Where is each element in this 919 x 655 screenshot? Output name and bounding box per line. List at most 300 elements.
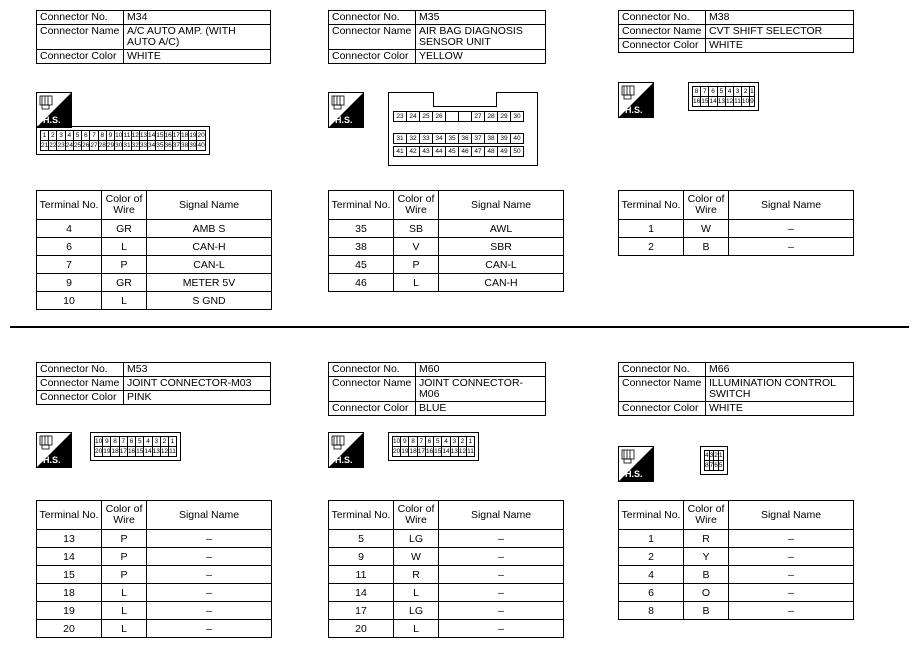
- signal-name: –: [147, 530, 272, 548]
- connector-name-value: JOINT CONNECTOR-M06: [416, 377, 546, 402]
- terminal-no: 20: [37, 620, 102, 638]
- pin-cell: 31: [394, 134, 407, 144]
- wire-color: P: [102, 530, 147, 548]
- pin-cell: 30: [115, 142, 123, 149]
- label-connector-color: Connector Color: [37, 50, 124, 64]
- header-signal-name: Signal Name: [439, 501, 564, 530]
- pin-cell: 17: [417, 448, 425, 455]
- table-row: [37, 584, 272, 602]
- pin-cell: 49: [498, 147, 511, 157]
- signal-name: –: [439, 530, 564, 548]
- signal-name: –: [729, 602, 854, 620]
- table-row: [37, 274, 272, 292]
- signal-name: CAN-H: [147, 238, 272, 256]
- pin-cell: 18: [409, 448, 417, 455]
- pin-cell: 3: [57, 131, 65, 141]
- signal-name: –: [439, 548, 564, 566]
- section-divider: [10, 326, 909, 328]
- connector-no-value: M35: [416, 11, 546, 25]
- header-color-of-wire: Color of Wire: [684, 501, 729, 530]
- signal-name: –: [729, 220, 854, 238]
- pin-cell: 1: [750, 88, 754, 95]
- pin-cell: 19: [401, 448, 409, 455]
- terminal-no: 14: [37, 548, 102, 566]
- table-row: [329, 602, 564, 620]
- pin-cell: 40: [511, 134, 524, 144]
- signal-name: –: [439, 620, 564, 638]
- terminal-no: 6: [619, 584, 684, 602]
- table-row: [619, 602, 854, 620]
- pin-cell: 34: [148, 142, 156, 149]
- signal-name: –: [147, 584, 272, 602]
- pin-cell: 31: [123, 142, 131, 149]
- pin-cell: 2: [714, 452, 718, 459]
- wire-color: B: [684, 566, 729, 584]
- wire-color: R: [684, 530, 729, 548]
- pin-cell: 19: [103, 448, 111, 455]
- pin-cell: 2: [458, 437, 466, 447]
- table-row: [37, 238, 272, 256]
- pin-cell: 29: [106, 142, 115, 149]
- connector-color-value: WHITE: [124, 50, 271, 64]
- terminal-table: [328, 500, 564, 638]
- table-row: [37, 220, 272, 238]
- pin-cell: 30: [511, 112, 524, 122]
- terminal-no: 17: [329, 602, 394, 620]
- table-row: [329, 548, 564, 566]
- connector-color-value: PINK: [124, 391, 271, 405]
- signal-name: CAN-L: [147, 256, 272, 274]
- pin-cell: 3: [734, 87, 742, 97]
- wire-color: B: [684, 238, 729, 256]
- terminal-no: 14: [329, 584, 394, 602]
- pin-cell: 28: [98, 142, 106, 149]
- pin-cell: 23: [394, 112, 407, 122]
- connector-face-diagram: [388, 432, 479, 461]
- wire-color: B: [684, 602, 729, 620]
- pin-cell: 3: [450, 437, 458, 447]
- harness-side-icon: [36, 432, 72, 468]
- connector-name-value: A/C AUTO AMP. (WITH AUTO A/C): [124, 25, 271, 50]
- terminal-table: [618, 500, 854, 620]
- label-connector-name: Connector Name: [37, 25, 124, 50]
- pin-cell: 5: [717, 87, 725, 97]
- svg-text:H.S.: H.S.: [335, 455, 353, 465]
- label-connector-color: Connector Color: [329, 50, 416, 64]
- connector-name-value: JOINT CONNECTOR-M03: [124, 377, 271, 391]
- pin-cell: 13: [139, 132, 148, 139]
- wire-color: L: [394, 584, 439, 602]
- pin-cell: 25: [73, 142, 82, 149]
- wire-color: P: [102, 548, 147, 566]
- pin-cell: 10: [95, 438, 103, 445]
- pin-cell: 8: [111, 437, 119, 447]
- pin-cell: 2: [49, 131, 57, 141]
- table-row: [37, 566, 272, 584]
- pin-cell: 16: [425, 448, 434, 455]
- table-row: [37, 620, 272, 638]
- terminal-table: [36, 500, 272, 638]
- table-row: [619, 530, 854, 548]
- pin-cell: 15: [434, 448, 442, 455]
- header-terminal-no: Terminal No.: [37, 501, 102, 530]
- connector-no-value: M34: [124, 11, 271, 25]
- table-row: [329, 584, 564, 602]
- pin-cell: 8: [693, 87, 701, 97]
- pin-cell: 27: [90, 142, 98, 149]
- wire-color: L: [102, 238, 147, 256]
- pin-cell: 20: [197, 132, 205, 139]
- table-row: [329, 566, 564, 584]
- terminal-no: 4: [37, 220, 102, 238]
- pin-cell: 11: [169, 448, 176, 455]
- wire-color: O: [684, 584, 729, 602]
- terminal-no: 11: [329, 566, 394, 584]
- wire-color: P: [394, 256, 439, 274]
- pin-cell: 14: [442, 448, 450, 455]
- table-row: [619, 584, 854, 602]
- pin-cell: 39: [498, 134, 511, 144]
- terminal-no: 13: [37, 530, 102, 548]
- pin-cell: 28: [485, 112, 498, 122]
- table-row: [329, 238, 564, 256]
- pin-cell: 5: [73, 131, 81, 141]
- table-row: [329, 530, 564, 548]
- pin-cell: 24: [65, 142, 73, 149]
- pin-cell: 20: [95, 448, 103, 455]
- harness-side-icon: [618, 82, 654, 118]
- pin-cell: 10: [115, 132, 123, 139]
- terminal-no: 19: [37, 602, 102, 620]
- pin-cell: 4: [144, 437, 152, 447]
- header-terminal-no: Terminal No.: [329, 191, 394, 220]
- table-row: [37, 530, 272, 548]
- pin-cell: 43: [420, 147, 433, 157]
- signal-name: –: [439, 584, 564, 602]
- terminal-no: 2: [619, 548, 684, 566]
- pin-cell: 1: [41, 131, 49, 141]
- wire-color: LG: [394, 602, 439, 620]
- pin-cell: 11: [123, 132, 131, 139]
- pin-cell: 18: [180, 132, 189, 139]
- connector-info-table: [328, 362, 546, 416]
- pin-cell: 2: [160, 437, 168, 447]
- terminal-no: 7: [37, 256, 102, 274]
- terminal-no: 10: [37, 292, 102, 310]
- pin-cell: 33: [139, 142, 148, 149]
- pin-cell: 11: [734, 98, 741, 105]
- harness-side-icon: [328, 92, 364, 128]
- terminal-no: 38: [329, 238, 394, 256]
- pin-cell: 24: [407, 112, 420, 122]
- pin-cell: 14: [148, 132, 156, 139]
- svg-text:H.S.: H.S.: [43, 455, 61, 465]
- pin-cell: 21: [41, 142, 49, 149]
- terminal-no: 2: [619, 238, 684, 256]
- connector-name-value: AIR BAG DIAGNOSIS SENSOR UNIT: [416, 25, 546, 50]
- pin-cell: 34: [433, 134, 446, 144]
- terminal-no: 6: [37, 238, 102, 256]
- terminal-no: 15: [37, 566, 102, 584]
- terminal-table: [36, 190, 272, 310]
- connector-no-value: M38: [706, 11, 854, 25]
- terminal-no: 1: [619, 530, 684, 548]
- header-signal-name: Signal Name: [439, 191, 564, 220]
- connector-name-value: CVT SHIFT SELECTOR: [706, 25, 854, 39]
- wire-color: GR: [102, 220, 147, 238]
- connector-info-table: [618, 362, 854, 416]
- pin-cell: 32: [407, 134, 420, 144]
- terminal-no: 8: [619, 602, 684, 620]
- pin-cell: 13: [717, 98, 725, 105]
- terminal-no: 5: [329, 530, 394, 548]
- connector-face-diagram: [688, 82, 759, 111]
- pin-cell: 35: [446, 134, 459, 144]
- pin-cell: 38: [485, 134, 498, 144]
- pin-cell: 22: [49, 142, 57, 149]
- pin-cell: 39: [189, 142, 197, 149]
- pin-cell: 4: [442, 437, 450, 447]
- svg-text:H.S.: H.S.: [625, 105, 643, 115]
- pin-cell: 18: [111, 448, 119, 455]
- table-row: [37, 292, 272, 310]
- pin-cell: 14: [709, 98, 717, 105]
- pin-cell: 4: [725, 87, 733, 97]
- pin-cell: 1: [169, 437, 177, 447]
- terminal-no: 35: [329, 220, 394, 238]
- terminal-no: 18: [37, 584, 102, 602]
- terminal-no: 46: [329, 274, 394, 292]
- pin-cell: 16: [127, 448, 136, 455]
- signal-name: CAN-L: [439, 256, 564, 274]
- terminal-no: 20: [329, 620, 394, 638]
- connector-no-value: M53: [124, 363, 271, 377]
- pin-cell: 8: [98, 131, 106, 141]
- label-connector-color: Connector Color: [619, 39, 706, 53]
- svg-text:H.S.: H.S.: [625, 469, 643, 479]
- pin-cell: 3: [709, 452, 714, 459]
- signal-name: –: [439, 602, 564, 620]
- pin-cell: 12: [458, 448, 467, 455]
- pin-cell: 6: [714, 462, 718, 469]
- connector-info-table: [36, 10, 271, 64]
- pin-cell: 5: [136, 437, 144, 447]
- pin-cell: 37: [472, 134, 485, 144]
- terminal-no: 1: [619, 220, 684, 238]
- pin-cell: 7: [90, 131, 98, 141]
- connector-color-value: YELLOW: [416, 50, 546, 64]
- pin-cell: 14: [144, 448, 152, 455]
- label-connector-name: Connector Name: [619, 25, 706, 39]
- signal-name: AWL: [439, 220, 564, 238]
- header-terminal-no: Terminal No.: [329, 501, 394, 530]
- signal-name: SBR: [439, 238, 564, 256]
- connector-face-diagram: [36, 126, 210, 155]
- pin-cell: 4: [65, 131, 73, 141]
- pin-cell: 6: [127, 437, 135, 447]
- header-signal-name: Signal Name: [147, 501, 272, 530]
- pin-cell: 7: [119, 437, 127, 447]
- harness-side-icon: [328, 432, 364, 468]
- pin-cell: 36: [164, 142, 172, 149]
- table-row: [619, 566, 854, 584]
- pin-cell: 16: [164, 132, 172, 139]
- header-terminal-no: Terminal No.: [37, 191, 102, 220]
- signal-name: CAN-H: [439, 274, 564, 292]
- label-connector-color: Connector Color: [619, 402, 706, 416]
- pin-cell: 48: [485, 147, 498, 157]
- label-connector-no: Connector No.: [619, 363, 706, 377]
- pin-cell: 5: [718, 462, 723, 469]
- pin-cell: 13: [152, 448, 160, 455]
- pin-cell: 26: [433, 112, 446, 122]
- pin-cell: 6: [709, 87, 717, 97]
- pin-cell: 50: [511, 147, 524, 157]
- pin-cell: 5: [434, 437, 442, 447]
- header-color-of-wire: Color of Wire: [394, 501, 439, 530]
- pin-cell: 15: [136, 448, 144, 455]
- pin-cell: 38: [180, 142, 189, 149]
- label-connector-name: Connector Name: [329, 25, 416, 50]
- signal-name: –: [147, 602, 272, 620]
- signal-name: –: [729, 530, 854, 548]
- pin-cell: 10: [393, 438, 401, 445]
- connector-info-table: [328, 10, 546, 64]
- connector-no-value: M66: [706, 363, 854, 377]
- pin-cell: 45: [446, 147, 459, 157]
- pin-cell: 13: [450, 448, 458, 455]
- table-row: [619, 238, 854, 256]
- pin-cell: 6: [82, 131, 90, 141]
- wire-color: GR: [102, 274, 147, 292]
- header-color-of-wire: Color of Wire: [684, 191, 729, 220]
- table-row: [619, 220, 854, 238]
- pin-cell: 33: [420, 134, 433, 144]
- terminal-table: [618, 190, 854, 256]
- wire-color: P: [102, 256, 147, 274]
- label-connector-name: Connector Name: [37, 377, 124, 391]
- signal-name: –: [147, 566, 272, 584]
- pin-cell: 6: [425, 437, 433, 447]
- header-signal-name: Signal Name: [729, 501, 854, 530]
- pin-cell: 9: [401, 437, 409, 447]
- header-terminal-no: Terminal No.: [619, 191, 684, 220]
- pin-cell: 37: [172, 142, 180, 149]
- pin-cell: 12: [131, 132, 139, 139]
- header-color-of-wire: Color of Wire: [394, 191, 439, 220]
- header-color-of-wire: Color of Wire: [102, 501, 147, 530]
- signal-name: S GND: [147, 292, 272, 310]
- wire-color: LG: [394, 530, 439, 548]
- connector-no-value: M60: [416, 363, 546, 377]
- label-connector-color: Connector Color: [37, 391, 124, 405]
- pin-cell: 29: [498, 112, 511, 122]
- header-signal-name: Signal Name: [729, 191, 854, 220]
- table-row: [329, 256, 564, 274]
- pin-cell: 23: [57, 142, 65, 149]
- pin-cell: 9: [106, 131, 114, 141]
- svg-text:H.S.: H.S.: [43, 115, 61, 125]
- signal-name: –: [147, 548, 272, 566]
- pin-cell: 15: [156, 132, 164, 139]
- pin-cell: 16: [693, 98, 701, 105]
- header-color-of-wire: Color of Wire: [102, 191, 147, 220]
- connector-info-table: [618, 10, 854, 53]
- wire-color: L: [394, 620, 439, 638]
- signal-name: AMB S: [147, 220, 272, 238]
- signal-name: –: [147, 620, 272, 638]
- pin-cell: 42: [407, 147, 420, 157]
- table-row: [37, 602, 272, 620]
- table-row: [37, 256, 272, 274]
- wire-color: Y: [684, 548, 729, 566]
- pin-cell: 2: [741, 87, 749, 97]
- pin-cell: 44: [433, 147, 446, 157]
- pin-cell: 10: [741, 98, 750, 105]
- wire-color: P: [102, 566, 147, 584]
- pin-cell: 1: [467, 437, 475, 447]
- pin-cell: 27: [472, 112, 485, 122]
- table-row: [329, 620, 564, 638]
- pin-cell: 7: [709, 462, 714, 469]
- label-connector-no: Connector No.: [37, 11, 124, 25]
- header-signal-name: Signal Name: [147, 191, 272, 220]
- signal-name: METER 5V: [147, 274, 272, 292]
- connector-name-value: ILLUMINATION CONTROL SWITCH: [706, 377, 854, 402]
- connector-color-value: WHITE: [706, 39, 854, 53]
- wire-color: L: [102, 584, 147, 602]
- table-row: [329, 274, 564, 292]
- pin-cell: 41: [394, 147, 407, 157]
- connector-face-diagram: [388, 92, 538, 166]
- label-connector-no: Connector No.: [329, 11, 416, 25]
- wire-color: W: [684, 220, 729, 238]
- label-connector-color: Connector Color: [329, 402, 416, 416]
- pin-cell: 25: [420, 112, 433, 122]
- pin-cell: 17: [119, 448, 127, 455]
- terminal-no: 4: [619, 566, 684, 584]
- pin-cell: 8: [705, 462, 709, 469]
- pin-cell: 12: [725, 98, 734, 105]
- harness-side-icon: [618, 446, 654, 482]
- signal-name: –: [729, 566, 854, 584]
- terminal-no: 9: [329, 548, 394, 566]
- connector-face-diagram: [90, 432, 181, 461]
- terminal-table: [328, 190, 564, 292]
- pin-cell: 17: [172, 132, 180, 139]
- wire-color: SB: [394, 220, 439, 238]
- pin-cell: [459, 112, 472, 122]
- terminal-no: 9: [37, 274, 102, 292]
- pin-cell: 9: [750, 98, 754, 105]
- pin-cell: 19: [189, 132, 197, 139]
- pin-cell: 26: [82, 142, 90, 149]
- label-connector-no: Connector No.: [619, 11, 706, 25]
- pin-cell: 40: [197, 142, 205, 149]
- pin-cell: 1: [718, 452, 723, 459]
- wire-color: L: [102, 292, 147, 310]
- pin-cell: 9: [103, 437, 111, 447]
- wire-color: W: [394, 548, 439, 566]
- table-row: [329, 220, 564, 238]
- label-connector-name: Connector Name: [619, 377, 706, 402]
- signal-name: –: [439, 566, 564, 584]
- svg-text:H.S.: H.S.: [335, 115, 353, 125]
- pin-cell: 12: [160, 448, 169, 455]
- pin-cell: 32: [131, 142, 139, 149]
- pin-cell: 11: [467, 448, 474, 455]
- table-row: [37, 548, 272, 566]
